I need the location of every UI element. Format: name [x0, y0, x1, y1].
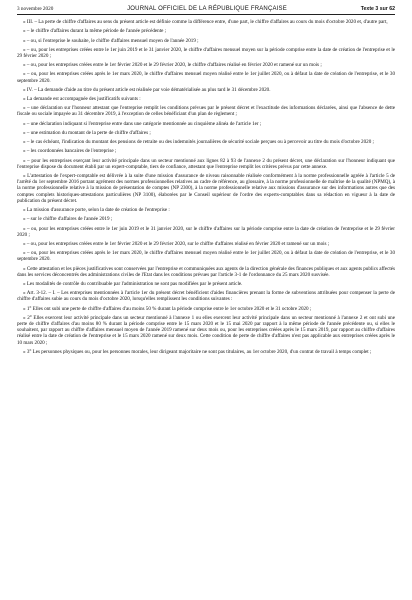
paragraph: « 1° Elles ont subi une perte de chiffre d'affaires d'au moins 50 % durant la période comprise entre le 1er octobre 2020 et le 31 octobre 2020 ; — [23, 305, 312, 312]
paragraph: « – le chiffre d'affaires durant la même période de l'année précédente ; — [23, 28, 167, 35]
paragraph: « – ou, pour les entreprises créées après le 1er mars 2020, le chiffre d'affaires mensuel moyen réalisé entre le 1er juillet 2020, ou à défaut la date de création de l'entreprise, et le 30 septembre 2020. — [17, 250, 395, 263]
paragraph: « 3° Les personnes physiques ou, pour les personnes morales, leur dirigeant majoritaire ne sont pas titulaires, au 1er octobre 2020, d'un contrat de travail à temps complet ; — [23, 348, 372, 355]
page-header — [17, 6, 395, 15]
page-number: Texte 3 sur 62 — [360, 6, 395, 12]
paragraph: « L'attestation de l'expert-comptable est délivrée à la suite d'une mission d'assurance de niveau raisonnable réalisée conformément à la norme professionnelle agréée à l'article 5 de l'arrêté du 1er septembre 2016 portant agrément des normes professionnelles relatives au cadre de référence, au glossaire, à la norme professionnelle de maîtrise de la qualité (NPMQ), à la norme professionnelle relative à la mission de présentation de comptes (NP 2300), à la norme professionnelle relative aux missions d'assurance sur des informations autres que des comptes complets historiques-attestations particulières (NP 3100), élaborées par le Conseil supérieur de l'ordre des experts-comptables dans sa rédaction en vigueur à la date de publication du présent décret. — [17, 173, 395, 204]
paragraph: « – une déclaration sur l'honneur attestant que l'entreprise remplit les conditions prévues par le présent décret et l'exactitude des informations déclarées, ainsi que l'absence de dette fiscale ou sociale impayée au 31 décembre 2019, à l'exception de celles bénéficiant d'un plan de règlement ; — [17, 105, 395, 118]
paragraph: « – le cas échéant, l'indication du montant des pensions de retraite ou des indemnités journalières de sécurité sociale perçues ou à percevoir au titre du mois d'octobre 2020 ; — [23, 139, 374, 146]
paragraph: « – une déclaration indiquant si l'entreprise entre dans une catégorie mentionnée au cinquième alinéa de l'article 1er ; — [23, 120, 262, 127]
paragraph: « III. – La perte de chiffre d'affaires au sens du présent article est définie comme la différence entre, d'une part, le chiffre d'affaires au cours du mois d'octobre 2020 et, d'autre part, — [23, 19, 388, 25]
paragraph: « La demande est accompagnée des justificatifs suivants : — [23, 96, 141, 103]
paragraph: « – ou, si l'entreprise le souhaite, le chiffre d'affaires mensuel moyen de l'année 2019 ; — [23, 37, 199, 44]
paragraph: « – les coordonnées bancaires de l'entreprise ; — [23, 148, 117, 155]
paragraph: « – pour les entreprises exerçant leur activité principale dans un secteur mentionné aux lignes 82 à 93 de l'annexe 2 du présent décret, une déclaration sur l'honneur indiquant que l'entreprise dispose du document établi par un expert-comptable, tiers de confiance, attestant que l'entreprise remplit les critères prévus par cette annexe. — [17, 157, 395, 170]
paragraph: « – ou, pour les entreprises créées entre le 1er juin 2019 et le 31 janvier 2020, sur le chiffre d'affaires sur la période comprise entre la date de création de l'entreprise et le 29 février 2020 ; — [17, 225, 395, 238]
paragraph: « – ou, pour les entreprises créées entre le 1er février 2020 et le 29 février 2020, sur le chiffre d'affaires réalisé en février 2020 et ramené sur un mois ; — [23, 240, 330, 247]
issue-date: 3 novembre 2020 — [17, 6, 54, 12]
journal-title: JOURNAL OFFICIEL DE LA RÉPUBLIQUE FRANÇAISE — [127, 6, 287, 12]
paragraph: « – ou, pour les entreprises créées entre le 1er juin 2019 et le 31 janvier 2020, le chiffre d'affaires mensuel moyen sur la période comprise entre la date de création de l'entreprise et le 29 février 2020 ; — [17, 46, 395, 59]
paragraph: « La mission d'assurance porte, selon la date de création de l'entreprise : — [23, 207, 170, 213]
paragraph: « – ou, pour les entreprises créées après le 1er mars 2020, le chiffre d'affaires mensuel moyen réalisé entre le 1er juillet 2020, ou à défaut la date de création de l'entreprise, et le 30 septembre 2020. — [17, 71, 395, 84]
paragraph: « Art. 3-12. – I. – Les entreprises mentionnées à l'article 1er du présent décret bénéficient d'aides financières prenant la forme de subventions attribuées pour compenser la perte de chiffre d'affaires subie au cours du mois d'octobre 2020, lorsqu'elles remplissent les conditions suivantes : — [17, 290, 395, 303]
paragraph: « – sur le chiffre d'affaires de l'année 2019 ; — [23, 216, 113, 223]
paragraph: « 2° Elles exercent leur activité principale dans un secteur mentionné à l'annexe 1 ou elles exercent leur activité principale dans un secteur mentionné à l'annexe 2 et ont subi une perte de chiffre d'affaires d'au moins 80 % durant la période comprise entre le 15 mars 2020 et le 15 mai 2020 par rapport à la même période de l'année précédente ou, si elles le souhaitent, par rapport au chiffre d'affaires mensuel moyen de l'année 2019 ramené sur deux mois ou, pour les entreprises créées après le 15 mars 2019, par rapport au chiffre d'affaires réalisé entre la date de création de l'entreprise et le 15 mars 2020 ramené sur deux mois. Cette condition de perte de chiffre d'affaires n'est pas applicable aux entreprises créées après le 10 mars 2020 ; — [17, 314, 395, 346]
paragraph: « Cette attestation et les pièces justificatives sont conservées par l'entreprise et communiquées aux agents de la direction générale des finances publiques et aux agents publics affectés dans les services déconcentrés des administrations civiles de l'Etat dans les conditions prévues par l'article 3-1 de l'ordonnance du 25 mars 2020 susvisée. — [17, 265, 395, 278]
paragraph: « IV. – La demande d'aide au titre du présent article est réalisée par voie dématérialisée au plus tard le 31 décembre 2020. — [23, 86, 271, 93]
paragraph: « Les modalités de contrôle du contribuable par l'administration ne sont pas modifiées par le présent article. — [23, 280, 243, 287]
paragraph: « – une estimation du montant de la perte de chiffre d'affaires ; — [23, 129, 151, 136]
paragraph: « – ou, pour les entreprises créées entre le 1er février 2020 et le 29 février 2020, le chiffre d'affaires réalisé en février 2020 et ramené sur un mois ; — [23, 62, 322, 69]
